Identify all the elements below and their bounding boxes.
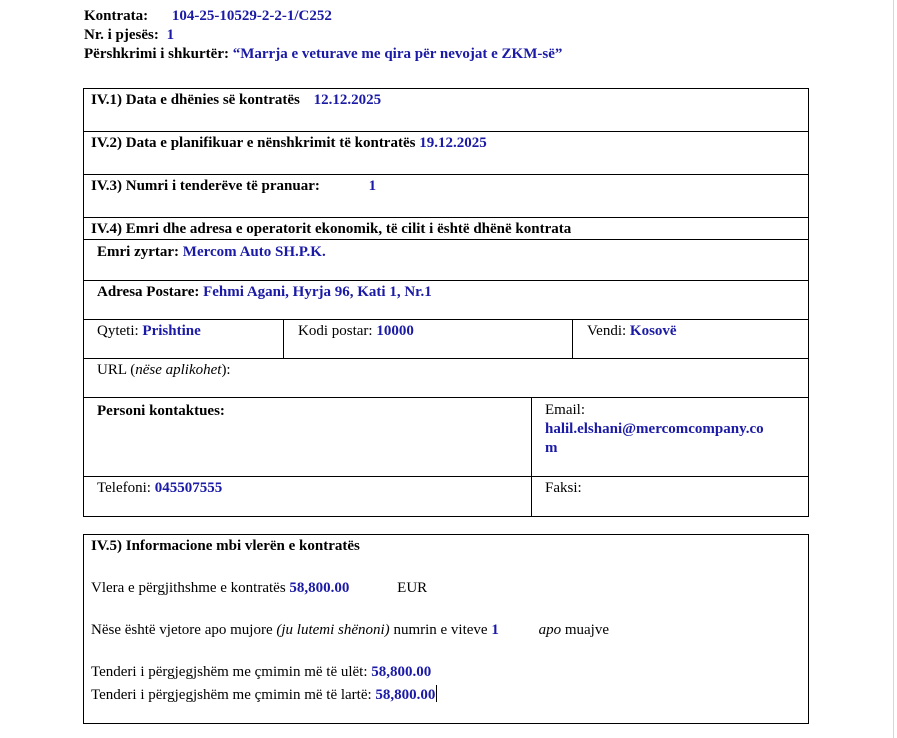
period-or: apo: [538, 622, 562, 638]
phone-label: Telefoni:: [97, 480, 151, 496]
description-value: “Marrja e veturave me qira për nevojat e ZKM-së”: [232, 46, 563, 62]
tenders-count-row: [91, 177, 376, 196]
row-divider: [83, 280, 809, 281]
part-number: 1: [166, 27, 175, 43]
row-divider: [83, 131, 809, 132]
period-years-value: 1: [491, 622, 499, 638]
official-name-row: [97, 243, 326, 262]
postal-code-cell: [298, 322, 414, 341]
contract-value-title: IV.5) Informacione mbi vlerën e kontratës: [91, 538, 360, 554]
country-value: Kosovë: [629, 323, 677, 339]
award-date-value: 12.12.2025: [313, 92, 382, 108]
lowest-price-row: [91, 663, 431, 682]
contact-person-label: Personi kontaktues:: [97, 403, 225, 419]
postal-code-value: 10000: [376, 323, 414, 339]
contract-number: 104-25-10529-2-2-1/C252: [171, 8, 332, 24]
tenders-count-label: IV.3) Numri i tenderëve të pranuar:: [91, 178, 320, 194]
country-cell: [587, 322, 677, 341]
email-value-line2: m: [545, 440, 558, 456]
col-divider: [283, 319, 284, 359]
description-label: Përshkrimi i shkurtër:: [84, 46, 229, 62]
fax-label: Faksi:: [545, 480, 582, 496]
award-date-label: IV.1) Data e dhënies së kontratës: [91, 92, 300, 108]
total-value-amount: 58,800.00: [289, 580, 350, 596]
official-name-value: Mercom Auto SH.P.K.: [182, 244, 326, 260]
postal-address-value: Fehmi Agani, Hyrja 96, Kati 1, Nr.1: [203, 284, 432, 300]
city-cell: [97, 322, 201, 341]
text-cursor: [436, 685, 437, 702]
period-months-label: muajve: [564, 622, 609, 638]
lowest-price-value: 58,800.00: [371, 664, 432, 680]
total-value-row: [91, 579, 427, 598]
country-label: Vendi:: [587, 323, 627, 339]
period-label: Nëse është vjetore apo mujore: [91, 622, 273, 638]
highest-price-value: 58,800.00: [375, 687, 436, 703]
row-divider: [83, 174, 809, 175]
row-divider: [83, 217, 809, 218]
lowest-price-label: Tenderi i përgjegjshëm me çmimin më të ulët:: [91, 664, 368, 680]
period-years-label: numrin e viteve: [393, 622, 488, 638]
city-label: Qyteti:: [97, 323, 139, 339]
url-note: nëse aplikohet: [135, 362, 222, 378]
col-divider: [572, 319, 573, 359]
part-label: Nr. i pjesës:: [84, 27, 159, 43]
official-name-label: Emri zyrtar:: [97, 244, 180, 260]
award-date-row: [91, 91, 381, 110]
part-line: [84, 26, 174, 45]
phone-row: [97, 479, 222, 498]
period-note: (ju lutemi shënoni): [276, 622, 390, 638]
row-divider: [83, 397, 809, 398]
city-value: Prishtine: [142, 323, 201, 339]
signing-date-row: [91, 134, 487, 153]
postal-address-row: [97, 283, 432, 302]
signing-date-label: IV.2) Data e planifikuar e nënshkrimit të kontratës: [91, 135, 416, 151]
page-edge: [893, 0, 894, 738]
highest-price-label: Tenderi i përgjegjshëm me çmimin më të lartë:: [91, 687, 372, 703]
col-divider: [531, 397, 532, 517]
description-line: [84, 45, 562, 64]
postal-address-label: Adresa Postare:: [97, 284, 200, 300]
total-value-label: Vlera e përgjithshme e kontratës: [91, 580, 286, 596]
contract-line: [84, 7, 332, 26]
email-label: Email:: [545, 402, 585, 418]
tenders-count-value: 1: [368, 178, 377, 194]
row-divider: [83, 358, 809, 359]
row-divider: [83, 239, 809, 240]
url-close: ):: [221, 362, 231, 378]
row-divider: [83, 319, 809, 320]
url-label: URL (: [97, 362, 136, 378]
row-divider: [83, 476, 809, 477]
phone-value: 045507555: [154, 480, 223, 496]
highest-price-row: [91, 685, 437, 705]
contract-label: Kontrata:: [84, 8, 149, 24]
postal-code-label: Kodi postar:: [298, 323, 373, 339]
email-value-line1: halil.elshani@mercomcompany.co: [545, 421, 764, 437]
url-row: [97, 361, 231, 380]
operator-section-title: IV.4) Emri dhe adresa e operatorit ekonomik, të cilit i është dhënë kontrata: [91, 221, 572, 237]
period-row: [91, 621, 609, 640]
currency-label: EUR: [397, 580, 428, 596]
signing-date-value: 19.12.2025: [419, 135, 487, 151]
